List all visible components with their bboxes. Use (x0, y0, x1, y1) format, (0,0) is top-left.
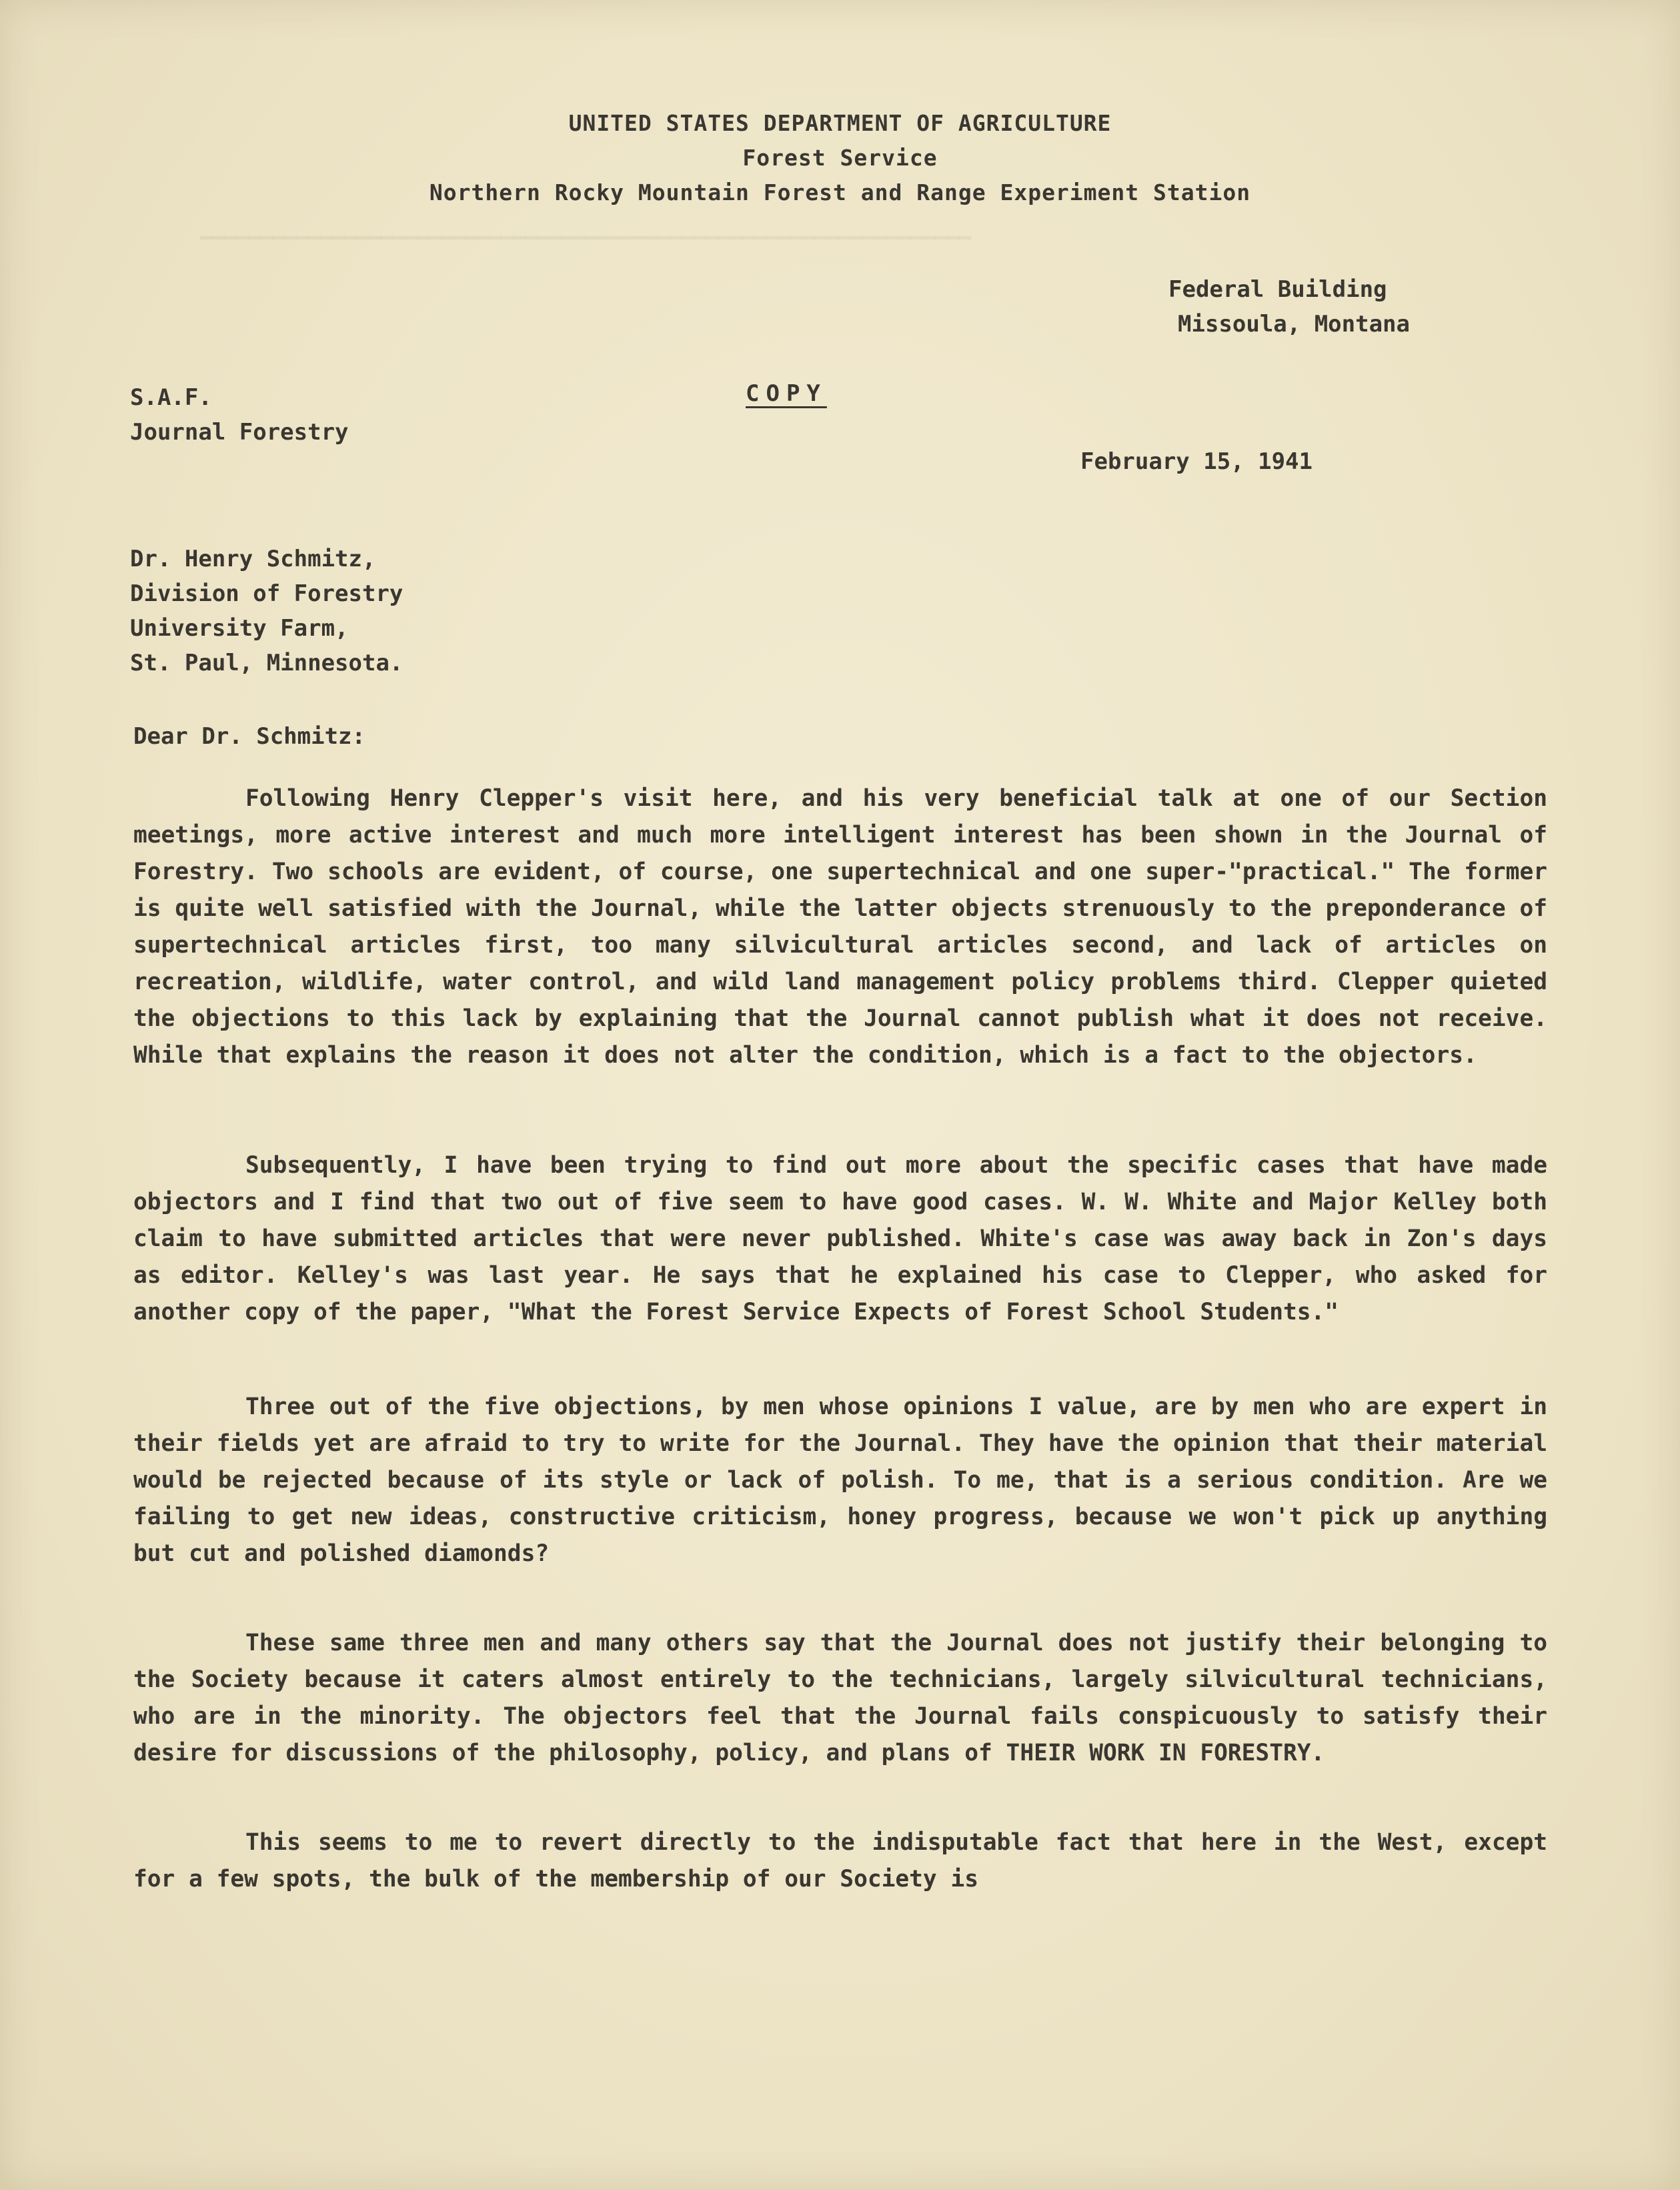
recipient-line-1: Dr. Henry Schmitz, (130, 546, 376, 572)
sender-address-line-1: Federal Building (1168, 276, 1387, 303)
letterhead-department: UNITED STATES DEPARTMENT OF AGRICULTURE (568, 110, 1112, 136)
recipient-line-3: University Farm, (130, 615, 349, 642)
body-paragraph-4: These same three men and many others say that the Journal does not justify their belonging to the Society because it caters almost entirely to the technicians, largely silvicultural technicians, who are in the minority. The objectors feel that the Journal fails conspicuously to satisfy their desire for discussions of the philosophy, policy, and plans of THEIR WORK IN FORESTRY. (133, 1630, 1547, 1766)
body-paragraph-1: Following Henry Clepper's visit here, and his very beneficial talk at one of our Section meetings, more active interest and much more intelligent interest has been shown in the Journal of Forestry. Two schools are evident, of course, one supertechnical and one super-"practical." The former is quite well satisfied with the Journal, while the latter objects strenuously to the preponderance of supertechnical articles first, too many silvicultural articles second, and lack of articles on recreation, wildlife, water control, and wild land management policy problems third. Clepper quieted the objections to this lack by explaining that the Journal cannot publish what it does not receive. While that explains the reason it does not alter the condition, which is a fact to the objectors. (133, 785, 1547, 1069)
sender-address-line-2: Missoula, Montana (1178, 311, 1410, 338)
salutation: Dear Dr. Schmitz: (133, 723, 365, 750)
body-paragraph-3: Three out of the five objections, by men whose opinions I value, are by men who are expert in their fields yet are afraid to try to write for the Journal. They have the opinion that their material would be rejected because of its style or lack of polish. To me, that is a serious condition. Are we failing to get new ideas, constructive criticism, honey progress, because we won't pick up anything but cut and polished diamonds? (133, 1394, 1547, 1567)
body-paragraph-5: This seems to me to revert directly to the indisputable fact that here in the West, except for a few spots, the bulk of the membership of our Society is (133, 1829, 1547, 1892)
letterhead-station: Northern Rocky Mountain Forest and Range Experiment Station (429, 179, 1251, 205)
file-reference-line-2: Journal Forestry (130, 419, 349, 446)
letterhead-service: Forest Service (742, 145, 938, 171)
recipient-line-4: St. Paul, Minnesota. (130, 650, 403, 676)
copy-mark: COPY (746, 380, 827, 407)
sender-address (1168, 272, 1410, 342)
file-reference (130, 380, 349, 450)
body-paragraph-2: Subsequently, I have been trying to find out more about the specific cases that have made objectors and I find that two out of five seem to have good cases. W. W. White and Major Kelley both claim to have submitted articles that were never published. White's case was away back in Zon's days as editor. Kelley's was last year. He says that he explained his case to Clepper, who asked for another copy of the paper, "What the Forest Service Expects of Forest School Students." (133, 1152, 1547, 1325)
letter-date: February 15, 1941 (1080, 448, 1313, 475)
file-reference-line-1: S.A.F. (130, 384, 212, 411)
recipient-address (130, 542, 403, 680)
recipient-line-2: Division of Forestry (130, 580, 403, 607)
bleed-through-text: ━━━━━━━━━━━━━━━━━━━━━━━━━━━━━━━━━━━━━━━━━━━━━━━━━━━━━━━━━━━━━━━━ (200, 227, 971, 250)
